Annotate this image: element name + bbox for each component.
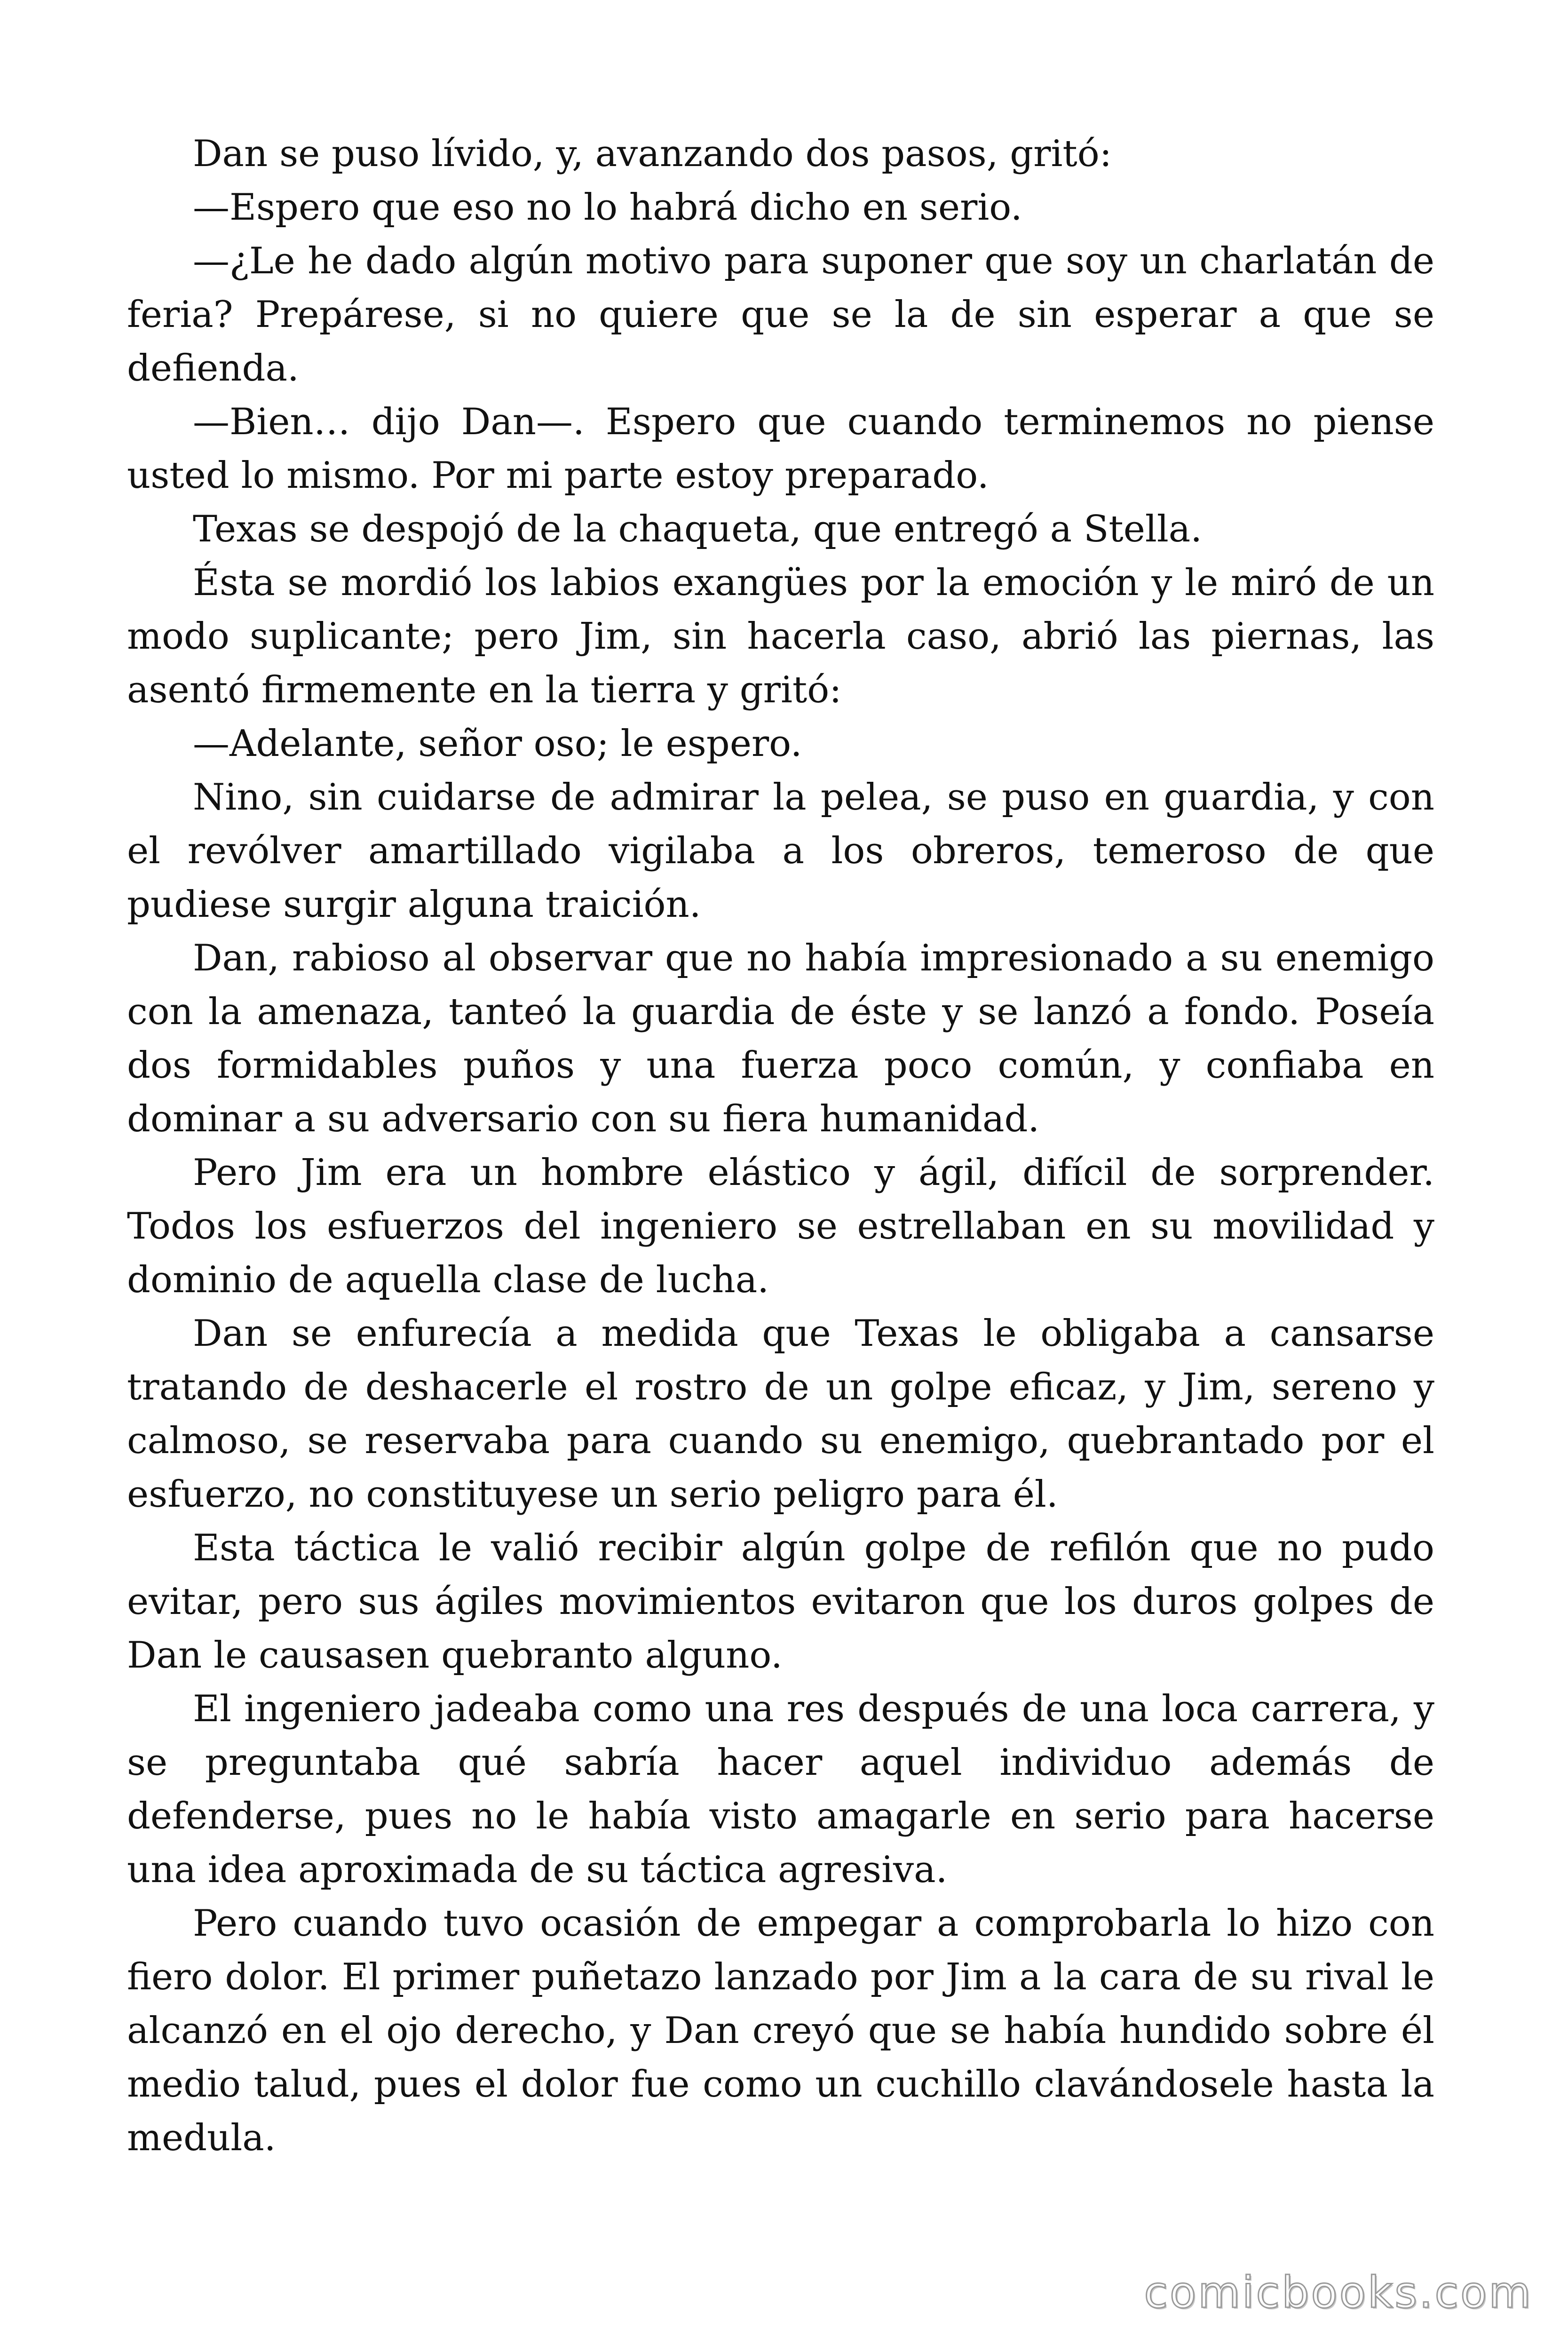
- paragraph-9: Dan, rabioso al observar que no había impresionado a su enemigo con la amenaza, tanteó la guardia de éste y se lanzó a fondo. Poseía dos formidables puños y una fuerza poco común, y confiaba en dominar a su adversario con su fiera humanidad.: [127, 937, 1434, 1140]
- watermark: comicbooks.com: [1144, 2267, 1533, 2318]
- paragraph-5: Texas se despojó de la chaqueta, que entregó a Stella.: [193, 508, 1203, 550]
- paragraph-6: Ésta se mordió los labios exangües por la emoción y le miró de un modo suplicante; pero Jim, sin hacerla caso, abrió las piernas, las asentó firmemente en la tierra y gritó:: [127, 562, 1434, 711]
- paragraph-10: Pero Jim era un hombre elástico y ágil, difícil de sorprender. Todos los esfuerzos del ingeniero se estrellaban en su movilidad y dominio de aquella clase de lucha.: [127, 1152, 1434, 1301]
- paragraph-2: —Espero que eso no lo habrá dicho en serio.: [193, 186, 1022, 229]
- page-body: [127, 127, 1434, 2165]
- paragraph-7: —Adelante, señor oso; le espero.: [193, 723, 802, 765]
- paragraph-1: Dan se puso lívido, y, avanzando dos pasos, gritó:: [193, 133, 1112, 175]
- paragraph-4: —Bien… dijo Dan—. Espero que cuando terminemos no piense usted lo mismo. Por mi parte estoy preparado.: [127, 401, 1434, 497]
- paragraph-11: Dan se enfurecía a medida que Texas le obligaba a cansarse tratando de deshacerle el rostro de un golpe eficaz, y Jim, sereno y calmoso, se reservaba para cuando su enemigo, quebrantado por el esfuerzo, no constituyese un serio peligro para él.: [127, 1312, 1434, 1516]
- paragraph-8: Nino, sin cuidarse de admirar la pelea, se puso en guardia, y con el revólver amartillado vigilaba a los obreros, temeroso de que pudiese surgir alguna traición.: [127, 776, 1434, 926]
- paragraph-14: Pero cuando tuvo ocasión de empegar a comprobarla lo hizo con fiero dolor. El primer puñetazo lanzado por Jim a la cara de su rival le alcanzó en el ojo derecho, y Dan creyó que se había hundido sobre él medio talud, pues el dolor fue como un cuchillo clavándosele hasta la medula.: [127, 1902, 1434, 2159]
- paragraph-12: Esta táctica le valió recibir algún golpe de refilón que no pudo evitar, pero sus ágiles movimientos evitaron que los duros golpes de Dan le causasen quebranto alguno.: [127, 1527, 1434, 1677]
- paragraph-3: —¿Le he dado algún motivo para suponer que soy un charlatán de feria? Prepárese, si no quiere que se la de sin esperar a que se defienda.: [127, 240, 1434, 389]
- paragraph-13: El ingeniero jadeaba como una res después de una loca carrera, y se preguntaba qué sabría hacer aquel individuo además de defenderse, pues no le había visto amagarle en serio para hacerse una idea aproximada de su táctica agresiva.: [127, 1688, 1434, 1891]
